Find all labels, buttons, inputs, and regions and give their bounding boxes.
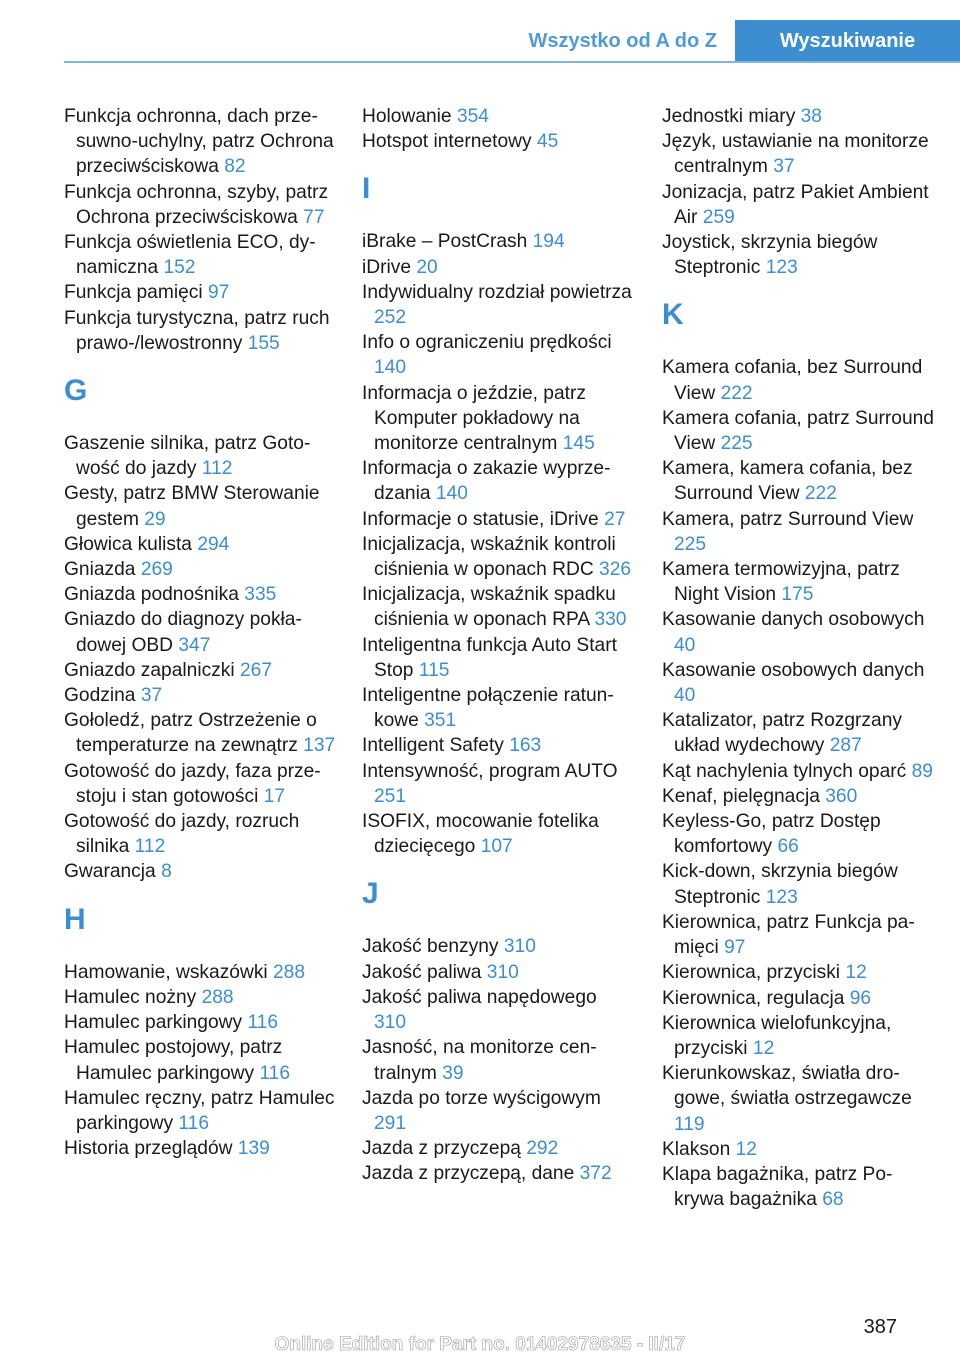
index-column-3 [662, 104, 934, 1212]
index-entry [64, 1010, 336, 1035]
index-page-link[interactable]: 222 [720, 382, 753, 404]
index-entry-text: Gaszenie silnika, patrz Gotowość do jazdy [64, 433, 311, 480]
index-entry-text: Kamera, patrz Surround View [662, 508, 914, 530]
index-entry-text: Indywidualny rozdział powietrza [362, 281, 632, 303]
index-entry-text: Kamera cofania, bez Surround View [662, 357, 923, 404]
index-entry-text: Hamulec parkingowy [64, 1012, 243, 1034]
index-entry-text: Funkcja ochronna, szyby, patrz Ochrona przeciwściskowa [64, 181, 329, 228]
index-page-link[interactable]: 82 [224, 156, 246, 178]
index-entry-text: Kenaf, pielęgnacja [662, 785, 820, 807]
index-page-link[interactable]: 97 [724, 937, 746, 959]
section-label: Wszystko od A do Z [528, 30, 717, 52]
index-entry-text: Keyless-Go, patrz Dostęp komfortowy [662, 811, 881, 858]
index-column-2 [362, 104, 634, 1187]
index-entry-text: Gołoledź, patrz Ostrzeżenie o temperaturze na zewnątrz [64, 710, 317, 757]
index-page-link[interactable]: 116 [178, 1112, 209, 1134]
index-entry [64, 306, 336, 356]
index-entry-text: Inteligentna funkcja Auto Start Stop [362, 634, 617, 681]
index-page-link[interactable]: 17 [263, 785, 286, 807]
index-entry [662, 355, 934, 405]
index-entry-text: Joystick, skrzynia biegów Steptronic [662, 232, 878, 279]
index-entry-text: Kierownica wielofunkcyjna, przyciski [662, 1012, 892, 1059]
index-entry [662, 180, 934, 230]
header-rule [64, 61, 960, 63]
index-entry-text: Gniazdo zapalniczki [64, 659, 235, 681]
index-entry-text: Informacja o jeździe, patrz Komputer pokładowy na monitorze centralnym [362, 382, 586, 455]
index-entry-text: Jakość benzyny [362, 936, 499, 958]
index-page-link[interactable]: 267 [240, 659, 273, 681]
index-entry [64, 683, 336, 708]
index-entry-text: Kierownica, patrz Funkcja pamięci [662, 911, 915, 959]
index-entry [64, 809, 336, 859]
index-entry [662, 230, 934, 280]
index-page-link[interactable]: 45 [536, 131, 559, 153]
index-entry [662, 859, 934, 909]
index-entry [64, 985, 336, 1010]
index-entry-text: Kamera cofania, patrz Surround View [662, 407, 934, 455]
index-entry-text: Kasowanie osobowych danych [662, 659, 925, 681]
index-entry-text: Głowica kulista [64, 533, 192, 555]
index-entry [64, 759, 336, 809]
index-page-link[interactable]: 12 [845, 962, 867, 984]
index-page-link[interactable]: 252 [374, 307, 407, 329]
index-entry-text: Gniazdo do diagnozy pokładowej OBD [64, 609, 302, 656]
index-page-link[interactable]: 155 [247, 332, 280, 354]
index-entry [64, 557, 336, 582]
index-page-link[interactable]: 354 [456, 106, 489, 127]
index-entry [362, 733, 634, 758]
index-page-link[interactable]: 8 [161, 861, 172, 883]
index-entry-text: iDrive [362, 256, 412, 278]
index-entry-text: Kierownica, regulacja [662, 987, 845, 1009]
index-page-link[interactable]: 97 [207, 282, 230, 304]
index-entry-text: Klakson [662, 1138, 731, 1160]
index-entry [362, 759, 634, 809]
index-entry [362, 985, 634, 1035]
index-page-link[interactable]: 112 [134, 836, 166, 858]
index-entry [64, 1086, 336, 1136]
index-page-link[interactable]: 38 [800, 106, 822, 127]
index-page-link[interactable]: 287 [829, 735, 862, 757]
index-page-link[interactable]: 116 [259, 1062, 291, 1084]
index-entry-text: Hotspot internetowy [362, 131, 532, 153]
index-page-link[interactable]: 194 [532, 231, 565, 253]
index-page-link[interactable]: 40 [674, 634, 696, 656]
index-page-link[interactable]: 326 [599, 559, 632, 581]
index-entry-text: Jazda po torze wyścigowym [362, 1087, 601, 1109]
index-entry-text: Funkcja pamięci [64, 282, 203, 304]
index-page-link[interactable]: 294 [197, 533, 230, 555]
index-page-link[interactable]: 39 [442, 1062, 464, 1084]
index-entry-text: Inteligentne połączenie ratunkowe [362, 685, 614, 732]
index-entry [362, 532, 634, 582]
index-page-link[interactable]: 27 [604, 508, 626, 530]
index-entry [662, 658, 934, 708]
index-column-1 [64, 104, 336, 1161]
active-section-tab: Wyszukiwanie [735, 20, 960, 62]
index-entry-text: Jazda z przyczepą, dane [362, 1163, 575, 1185]
index-page-link[interactable]: 12 [752, 1037, 775, 1059]
index-letter-heading: J [362, 877, 379, 911]
index-entry [64, 532, 336, 557]
index-page-link[interactable]: 225 [674, 533, 707, 555]
index-entry [662, 759, 934, 784]
index-entry [64, 1035, 336, 1085]
index-page-link[interactable]: 140 [374, 357, 407, 379]
index-entry-text: Hamowanie, wskazówki [64, 961, 268, 983]
index-entry-text: Jasność, na monitorze centralnym [362, 1037, 597, 1084]
index-entry-text: Kick-down, skrzynia biegów Steptronic [662, 861, 898, 908]
index-entry-text: Gotowość do jazdy, rozruch silnika [64, 811, 300, 858]
index-entry [362, 1035, 634, 1085]
index-entry-text: Katalizator, patrz Rozgrzany układ wydechowy [662, 710, 902, 757]
index-entry [662, 1011, 934, 1061]
index-page-link[interactable]: 140 [435, 483, 468, 505]
index-entry-text: Inicjalizacja, wskaźnik kontroli ciśnienia w oponach RDC [362, 533, 616, 581]
index-page-link[interactable]: 347 [178, 634, 211, 656]
index-entry [362, 456, 634, 506]
index-page-link[interactable]: 139 [237, 1138, 270, 1160]
index-entry [64, 180, 336, 230]
index-entry [662, 910, 934, 960]
index-entry [362, 582, 634, 632]
index-entry [64, 708, 336, 758]
index-entry-text: Historia przeglądów [64, 1138, 233, 1160]
index-letter-heading: G [64, 374, 88, 408]
index-page-link[interactable]: 123 [765, 257, 798, 279]
index-entry [362, 1161, 634, 1186]
index-entry [64, 104, 336, 180]
index-page-link[interactable]: 66 [777, 836, 799, 858]
index-letter-heading: H [64, 902, 86, 936]
index-entry [362, 330, 634, 380]
index-entry [362, 255, 634, 280]
index-entry [662, 960, 934, 985]
index-entry-text: Jonizacja, patrz Pakiet Ambient Air [662, 181, 929, 228]
index-entry-text: iBrake – PostCrash [362, 231, 528, 253]
index-page-link[interactable]: 29 [144, 508, 166, 530]
index-page-link[interactable]: 269 [140, 559, 173, 581]
index-entry [64, 280, 336, 305]
index-page-link[interactable]: 137 [303, 735, 336, 757]
index-entry [362, 683, 634, 733]
index-entry-text: Gotowość do jazdy, faza przestoju i stan gotowości [64, 760, 321, 807]
index-entry-text: Godzina [64, 685, 136, 707]
index-page-link[interactable]: 89 [911, 760, 933, 782]
page-header [0, 0, 960, 62]
index-page-link[interactable]: 119 [674, 1113, 705, 1135]
index-entry [64, 859, 336, 884]
index-page-link[interactable]: 163 [509, 735, 542, 757]
index-page-link[interactable]: 225 [720, 433, 753, 455]
index-entry-text: Kąt nachylenia tylnych oparć [662, 760, 907, 782]
index-page-link[interactable]: 372 [579, 1163, 612, 1185]
index-page-link[interactable]: 335 [244, 584, 277, 606]
index-entry [362, 381, 634, 457]
index-entry-text: Klapa bagażnika, patrz Pokrywa bagażnika [662, 1163, 893, 1211]
index-entry-text: Gniazda podnośnika [64, 584, 239, 606]
index-entry [362, 960, 634, 985]
index-page-link[interactable]: 310 [503, 936, 536, 958]
index-page-link[interactable]: 112 [201, 458, 233, 480]
index-entry [362, 280, 634, 330]
index-entry [64, 658, 336, 683]
index-entry [362, 633, 634, 683]
index-page-link[interactable]: 310 [374, 1012, 407, 1034]
index-page-link[interactable]: 251 [374, 785, 407, 807]
index-entry-text: Funkcja turystyczna, patrz ruch prawo-/lewostronny [64, 307, 330, 354]
index-entry [662, 456, 934, 506]
index-entry-text: Hamulec nożny [64, 986, 197, 1008]
index-entry-text: Funkcja ochronna, dach przesuwno-uchylny, patrz Ochrona przeciwściskowa [64, 106, 334, 178]
index-entry-text: Kierunkowskaz, światła drogowe, światła ostrzegawcze [662, 1063, 912, 1110]
index-entry [662, 986, 934, 1011]
index-entry-text: Jednostki miary [662, 106, 796, 127]
index-page-link[interactable]: 145 [562, 433, 595, 455]
index-page-link[interactable]: 292 [526, 1138, 559, 1160]
index-entry-text: Gesty, patrz BMW Sterowanie gestem [64, 483, 320, 530]
index-page-link[interactable]: 288 [201, 986, 234, 1008]
index-entry [662, 557, 934, 607]
index-entry [64, 607, 336, 657]
index-entry [662, 784, 934, 809]
index-entry [662, 809, 934, 859]
index-entry-text: Kamera, kamera cofania, bez Surround View [662, 458, 913, 505]
index-entry-text: Jakość paliwa napędowego [362, 986, 597, 1008]
index-entry-text: Gwarancja [64, 861, 156, 883]
index-entry-text: Język, ustawianie na monitorze centralnym [662, 131, 929, 178]
index-letter-heading: I [362, 172, 371, 206]
index-entry [64, 1136, 336, 1161]
index-page-link[interactable]: 12 [735, 1138, 757, 1160]
index-entry-text: Jakość paliwa [362, 961, 482, 983]
index-page-link[interactable]: 291 [374, 1112, 407, 1134]
index-entry [662, 406, 934, 456]
index-page-link[interactable]: 37 [773, 156, 795, 178]
index-page-link[interactable]: 116 [247, 1012, 279, 1034]
index-entry-text: Inicjalizacja, wskaźnik spadku ciśnienia w oponach RPA [362, 584, 616, 631]
index-entry-text: Intensywność, program AUTO [362, 760, 618, 782]
index-page-link[interactable]: 310 [486, 961, 519, 983]
index-page-link[interactable]: 40 [674, 685, 696, 707]
index-entry [662, 708, 934, 758]
index-page-link[interactable]: 107 [480, 836, 513, 858]
index-entry [362, 229, 634, 254]
index-entry [662, 1137, 934, 1162]
index-entry-text: Funkcja oświetlenia ECO, dynamiczna [64, 232, 316, 279]
index-entry [64, 230, 336, 280]
index-entry [362, 104, 634, 129]
index-entry [64, 431, 336, 481]
index-page-link[interactable]: 360 [825, 785, 858, 807]
index-page-link[interactable]: 351 [424, 710, 457, 732]
index-page-link[interactable]: 123 [765, 886, 798, 908]
index-entry [662, 104, 934, 129]
index-entry-text: Jazda z przyczepą [362, 1138, 521, 1160]
index-page-link[interactable]: 288 [273, 961, 306, 983]
index-page-link[interactable]: 152 [163, 257, 196, 279]
index-entry [362, 809, 634, 859]
index-entry-text: Info o ograniczeniu prędkości [362, 332, 612, 354]
index-page-link[interactable]: 77 [303, 206, 325, 228]
index-entry-text: Kierownica, przyciski [662, 962, 841, 984]
index-entry [362, 1136, 634, 1161]
index-entry [662, 129, 934, 179]
index-entry-text: Kamera termowizyjna, patrz Night Vision [662, 559, 900, 606]
index-page-link[interactable]: 68 [822, 1189, 844, 1211]
index-letter-heading: K [662, 298, 684, 332]
index-entry [662, 507, 934, 557]
index-entry [362, 129, 634, 154]
index-page-link[interactable]: 20 [416, 256, 438, 278]
index-entry [64, 582, 336, 607]
index-entry-text: Hamulec postojowy, patrz Hamulec parkingowy [64, 1037, 283, 1084]
index-entry-text: Intelligent Safety [362, 735, 504, 757]
index-entry [662, 607, 934, 657]
index-entry [64, 481, 336, 531]
index-entry-text: Informacja o zakazie wyprzedzania [362, 458, 611, 505]
index-entry [362, 507, 634, 532]
index-entry-text: Holowanie [362, 106, 452, 127]
index-entry-text: ISOFIX, mocowanie fotelika dziecięcego [362, 811, 599, 858]
index-page-link[interactable]: 115 [418, 659, 450, 681]
index-entry-text: Gniazda [64, 559, 136, 581]
index-page-link[interactable]: 175 [781, 584, 814, 606]
index-entry [362, 1086, 634, 1136]
index-page-link[interactable]: 96 [849, 987, 872, 1009]
index-entry [662, 1061, 934, 1137]
index-page-link[interactable]: 37 [140, 685, 163, 707]
index-entry [64, 960, 336, 985]
index-page-link[interactable]: 259 [702, 206, 735, 228]
index-entry-text: Kasowanie danych osobowych [662, 609, 925, 631]
footer-edition-text: Online Edition for Part no. 01402978635 - II/17 [274, 1334, 686, 1355]
page-number: 387 [863, 1316, 897, 1338]
index-page-link[interactable]: 330 [594, 609, 627, 631]
index-entry-text: Hamulec ręczny, patrz Hamulec parkingowy [64, 1087, 335, 1134]
index-entry [362, 934, 634, 959]
index-page-link[interactable]: 222 [804, 483, 837, 505]
index-entry-text: Informacje o statusie, iDrive [362, 508, 599, 530]
index-entry [662, 1162, 934, 1212]
